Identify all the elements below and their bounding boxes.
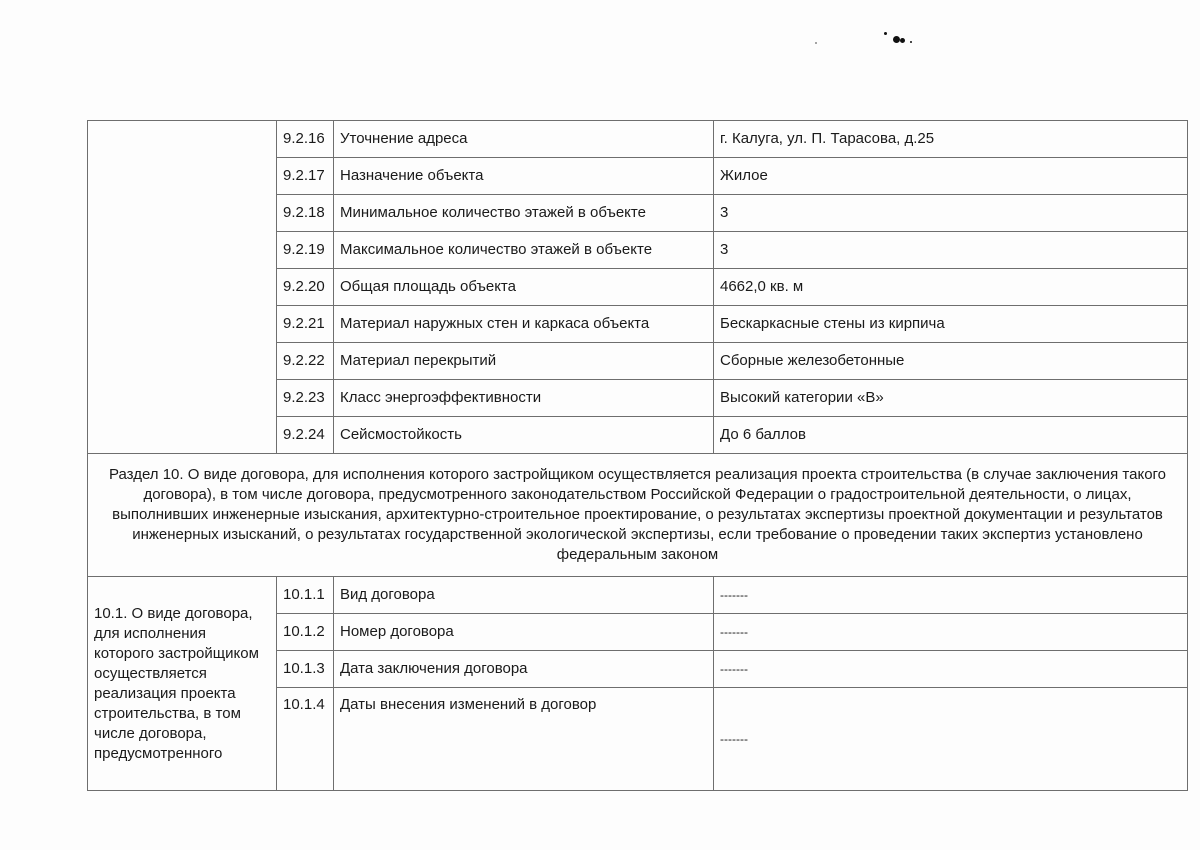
scan-speck [900,38,905,43]
project-declaration-table [87,120,1188,791]
subsection-10-1-label: 10.1. О виде договора, для исполнения которого застройщиком осуществляется реализация проекта строительства, в том числе договора, предусмотренного [88,577,277,791]
row-name: Материал наружных стен и каркаса объекта [334,306,714,343]
row-value: 3 [714,232,1188,269]
row-name: Материал перекрытий [334,343,714,380]
row-name: Уточнение адреса [334,121,714,158]
row-name: Максимальное количество этажей в объекте [334,232,714,269]
row-value: Сборные железобетонные [714,343,1188,380]
row-name: Сейсмостойкость [334,417,714,454]
row-value: 4662,0 кв. м [714,269,1188,306]
section-10-heading: Раздел 10. О виде договора, для исполнения которого застройщиком осуществляется реализация проекта строительства (в случае заключения такого договора), в том числе договора, предусмотренного законодательством Российской Федерации о градостроительной деятельности, о лицах, выполнивших инженерные изыскания, архитектурно-строительное проектирование, о результатах экспертизы проектной документации и результатов инженерных изысканий, о результатах государственной экологической экспертизы, если требование о проведении таких экспертиз установлено федеральным законом [88,454,1188,577]
section9-left-blank-cell [88,121,277,454]
row-name: Дата заключения договора [334,651,714,688]
row-value: ------- [714,688,1188,791]
row-number: 9.2.22 [277,343,334,380]
row-value: ------- [714,651,1188,688]
row-number: 9.2.20 [277,269,334,306]
row-name: Назначение объекта [334,158,714,195]
row-number: 9.2.18 [277,195,334,232]
table-row [88,121,1188,158]
row-value: ------- [714,614,1188,651]
row-number: 10.1.3 [277,651,334,688]
section-heading-row [88,454,1188,577]
row-name: Вид договора [334,577,714,614]
row-number: 9.2.19 [277,232,334,269]
row-number: 10.1.4 [277,688,334,791]
scan-speck [884,32,887,35]
row-name: Минимальное количество этажей в объекте [334,195,714,232]
row-value: Высокий категории «В» [714,380,1188,417]
row-value: 3 [714,195,1188,232]
scan-speck [910,41,912,43]
row-name: Номер договора [334,614,714,651]
scan-speck [815,42,817,44]
row-number: 9.2.16 [277,121,334,158]
table-row [88,577,1188,614]
row-number: 9.2.24 [277,417,334,454]
row-value: ------- [714,577,1188,614]
row-value: До 6 баллов [714,417,1188,454]
row-name: Класс энергоэффективности [334,380,714,417]
row-name: Общая площадь объекта [334,269,714,306]
row-name: Даты внесения изменений в договор [334,688,714,791]
row-value: Бескаркасные стены из кирпича [714,306,1188,343]
row-number: 9.2.21 [277,306,334,343]
row-number: 9.2.17 [277,158,334,195]
row-value: Жилое [714,158,1188,195]
row-number: 10.1.1 [277,577,334,614]
row-number: 9.2.23 [277,380,334,417]
scan-speck [893,36,900,43]
row-number: 10.1.2 [277,614,334,651]
row-value: г. Калуга, ул. П. Тарасова, д.25 [714,121,1188,158]
